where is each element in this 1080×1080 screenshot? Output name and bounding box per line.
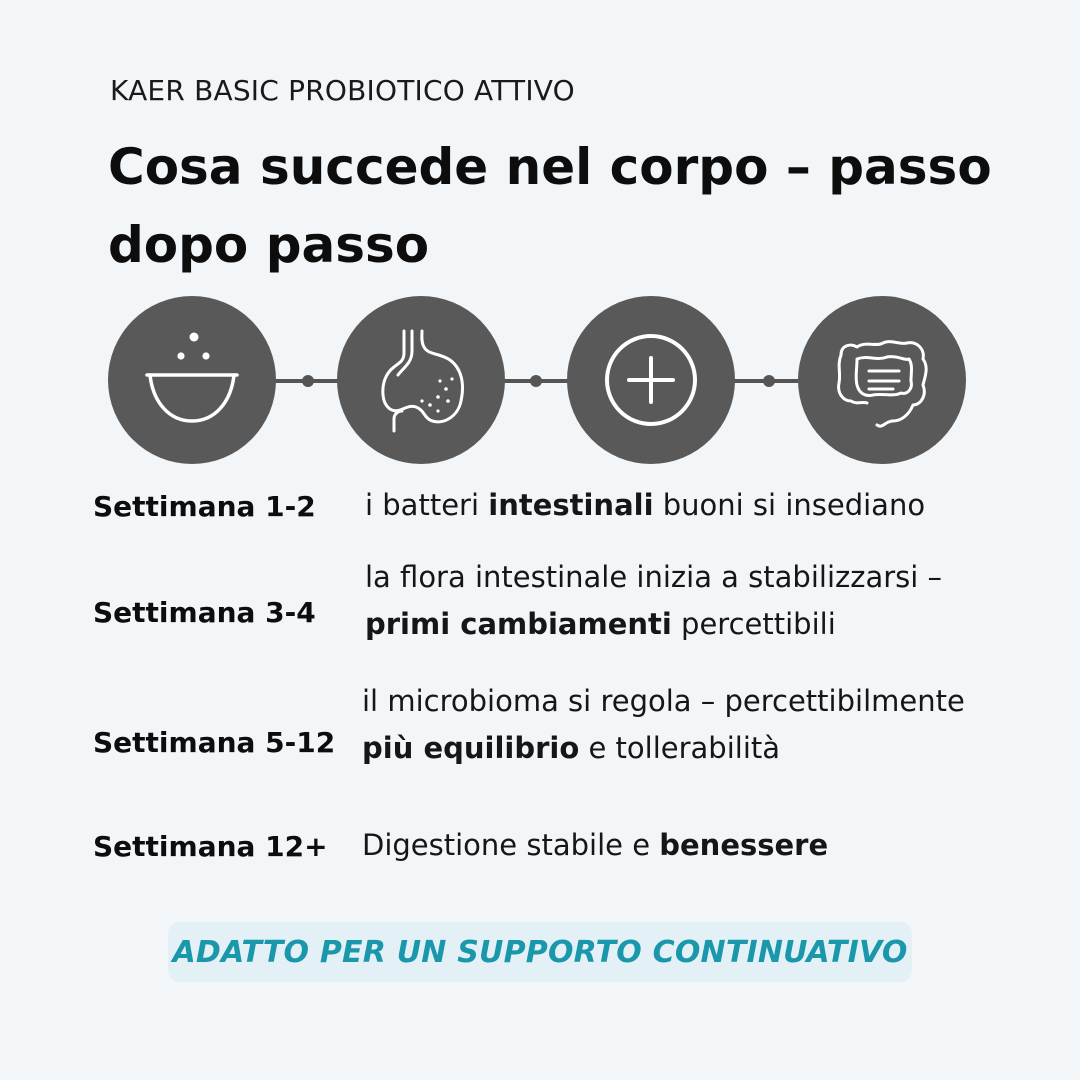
steps-timeline bbox=[108, 296, 970, 466]
week-description bbox=[362, 822, 828, 869]
stomach-icon bbox=[366, 325, 476, 435]
connector-dot bbox=[302, 375, 314, 387]
desc-emphasis: primi cambiamenti bbox=[365, 607, 672, 641]
desc-text: Digestione stabile e bbox=[362, 828, 660, 862]
support-badge-label: ADATTO PER UN SUPPORTO CONTINUATIVO bbox=[172, 934, 908, 970]
desc-text: percettibili bbox=[671, 607, 836, 641]
desc-text: i batteri bbox=[365, 488, 489, 522]
support-badge bbox=[168, 922, 912, 982]
desc-emphasis: benessere bbox=[659, 828, 829, 862]
desc-text: la flora intestinale inizia a stabilizzarsi – bbox=[365, 560, 943, 594]
plus-circle-icon bbox=[596, 325, 706, 435]
week-label: Settimana 12+ bbox=[93, 830, 328, 863]
desc-text: buoni si insediano bbox=[653, 488, 926, 522]
step-circle-stomach bbox=[337, 296, 505, 464]
desc-text: e tollerabilità bbox=[579, 731, 781, 765]
desc-text: il microbioma si regola – percettibilmente bbox=[362, 684, 965, 718]
connector-dot bbox=[763, 375, 775, 387]
step-circle-plus bbox=[567, 296, 735, 464]
step-circle-bowl bbox=[108, 296, 276, 464]
step-circle-intestine bbox=[798, 296, 966, 464]
week-label: Settimana 3-4 bbox=[93, 596, 316, 629]
connector-dot bbox=[530, 375, 542, 387]
intestine-icon bbox=[827, 325, 937, 435]
desc-emphasis: più equilibrio bbox=[362, 731, 580, 765]
week-label: Settimana 1-2 bbox=[93, 490, 316, 523]
week-label: Settimana 5-12 bbox=[93, 726, 336, 759]
week-description bbox=[362, 678, 965, 772]
page-title: Cosa succede nel corpo – passo dopo passo bbox=[108, 138, 992, 274]
desc-emphasis: intestinali bbox=[488, 488, 654, 522]
bowl-icon bbox=[137, 325, 247, 435]
brand-eyebrow: KAER BASIC PROBIOTICO ATTIVO bbox=[110, 74, 575, 107]
week-description bbox=[365, 482, 925, 529]
week-description bbox=[365, 554, 942, 648]
